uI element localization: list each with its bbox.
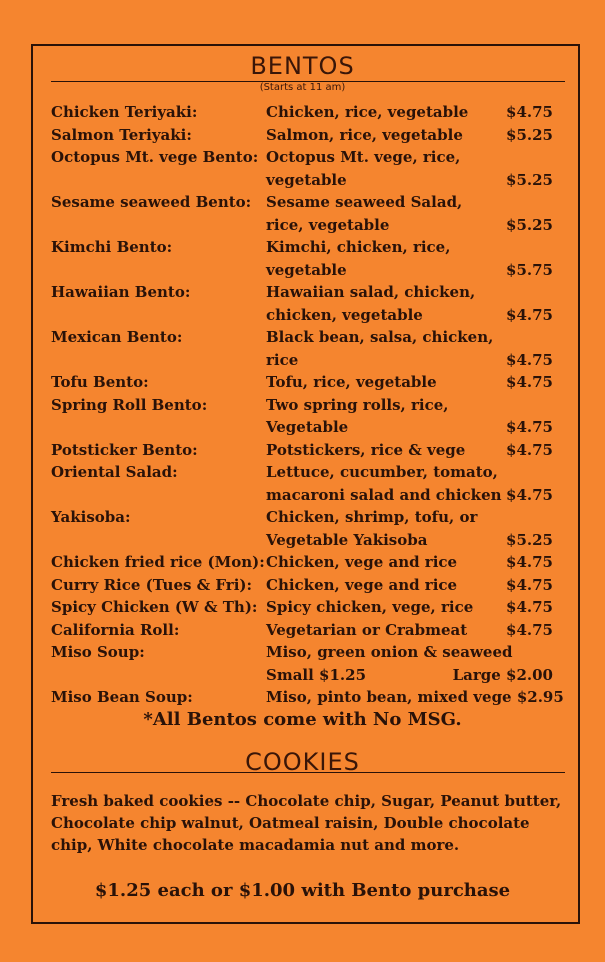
item-price: $4.75 <box>506 620 553 639</box>
item-description-line: Chicken, rice, vegetable <box>266 103 469 121</box>
item-description-line: Salmon, rice, vegetable <box>266 125 463 144</box>
item-name: Miso Soup: <box>51 643 145 661</box>
item-name: California Roll: <box>51 620 180 639</box>
item-name: Octopus Mt. vege Bento: <box>51 148 259 166</box>
item-description <box>266 394 516 439</box>
item-description <box>266 574 516 597</box>
item-price: $5.25 <box>506 530 553 549</box>
item-price: $5.75 <box>506 260 553 279</box>
item-description-line: vegetable <box>266 170 347 189</box>
item-name: Mexican Bento: <box>51 328 183 346</box>
item-price: $5.25 <box>506 215 553 234</box>
item-description-line: chicken, vegetable <box>266 305 423 324</box>
cookies-rule <box>51 772 565 773</box>
item-name: Spicy Chicken (W & Th): <box>51 598 258 616</box>
item-price: $4.75 <box>506 553 553 571</box>
item-description-line: Chicken, shrimp, tofu, or <box>266 508 478 526</box>
item-description-line: Miso, green onion & seaweed <box>266 643 513 661</box>
cookies-heading: COOKIES <box>245 748 360 776</box>
item-description-line: Kimchi, chicken, rice, <box>266 238 451 256</box>
item-description-line: Small $1.25 <box>266 665 367 684</box>
item-price: $4.75 <box>506 598 553 616</box>
bentos-hours-note: (Starts at 11 am) <box>259 82 346 93</box>
item-description-line: Potstickers, rice & vege <box>266 440 466 459</box>
item-description <box>266 461 516 506</box>
item-name: Tofu Bento: <box>51 373 149 391</box>
item-description-line: Tofu, rice, vegetable <box>266 373 437 391</box>
item-description-line: Vegetarian or Crabmeat <box>266 620 468 639</box>
item-price: $4.75 <box>506 485 553 504</box>
item-description <box>266 236 516 281</box>
item-name: Spring Roll Bento: <box>51 395 208 414</box>
item-description <box>266 619 516 642</box>
item-price: $5.25 <box>506 170 553 189</box>
item-price: $4.75 <box>506 575 553 594</box>
item-name: Salmon Teriyaki: <box>51 125 192 144</box>
item-price: $4.75 <box>506 418 553 436</box>
item-price: $4.75 <box>506 305 553 324</box>
item-description-line: vegetable <box>266 260 347 279</box>
item-description-line: Octopus Mt. vege, rice, <box>266 148 461 166</box>
item-description <box>266 596 516 619</box>
item-description <box>266 101 516 124</box>
item-name: Kimchi Bento: <box>51 238 173 256</box>
item-name: Chicken fried rice (Mon): <box>51 553 265 571</box>
item-description-line: Miso, pinto bean, mixed vege $2.95 <box>266 688 564 706</box>
item-name: Potsticker Bento: <box>51 440 198 459</box>
item-price: $4.75 <box>506 350 553 369</box>
item-price: Large $2.00 <box>452 665 553 684</box>
item-description-line: Black bean, salsa, chicken, <box>266 328 494 346</box>
item-description <box>266 371 516 394</box>
item-description <box>266 281 516 326</box>
item-description-line: Chicken, vege and rice <box>266 575 458 594</box>
item-description <box>266 124 516 147</box>
item-name: Sesame seaweed Bento: <box>51 193 252 211</box>
item-description-line: Lettuce, cucumber, tomato, <box>266 463 498 481</box>
item-description <box>266 146 516 191</box>
item-description-line: Sesame seaweed Salad, <box>266 193 463 211</box>
item-name: Yakisoba: <box>51 508 131 526</box>
item-description-line: Vegetable <box>266 418 349 436</box>
item-description-line: Chicken, vege and rice <box>266 553 458 571</box>
item-price: $4.75 <box>506 440 553 459</box>
bentos-heading: BENTOS <box>250 52 355 80</box>
item-name: Oriental Salad: <box>51 463 178 481</box>
item-price: $4.75 <box>506 103 553 121</box>
item-name: Hawaiian Bento: <box>51 283 191 301</box>
item-description-line: Spicy chicken, vege, rice <box>266 598 474 616</box>
item-description <box>266 506 516 551</box>
item-price: $4.75 <box>506 373 553 391</box>
item-description-line: Vegetable Yakisoba <box>266 530 428 549</box>
item-price: $5.25 <box>506 125 553 144</box>
item-description-line: Hawaiian salad, chicken, <box>266 283 476 301</box>
item-description <box>266 686 564 709</box>
item-name: Chicken Teriyaki: <box>51 103 198 121</box>
item-description-line: Two spring rolls, rice, <box>266 395 449 414</box>
cookies-description: Fresh baked cookies -- Chocolate chip, Sugar, Peanut butter, Chocolate chip walnut, Oatmeal raisin, Double chocolate chip, White chocolate macadamia nut and more. <box>51 792 562 854</box>
item-name: Curry Rice (Tues & Fri): <box>51 575 253 594</box>
item-description <box>266 326 516 371</box>
item-description-line: rice, vegetable <box>266 215 390 234</box>
item-description <box>266 551 516 574</box>
item-description <box>266 191 516 236</box>
item-description-line: rice <box>266 350 299 369</box>
item-description <box>266 439 516 462</box>
no-msg-note: *All Bentos come with No MSG. <box>143 709 462 730</box>
cookies-price: $1.25 each or $1.00 with Bento purchase <box>94 880 511 901</box>
item-description-line: macaroni salad and chicken <box>266 485 502 504</box>
item-name: Miso Bean Soup: <box>51 688 193 706</box>
